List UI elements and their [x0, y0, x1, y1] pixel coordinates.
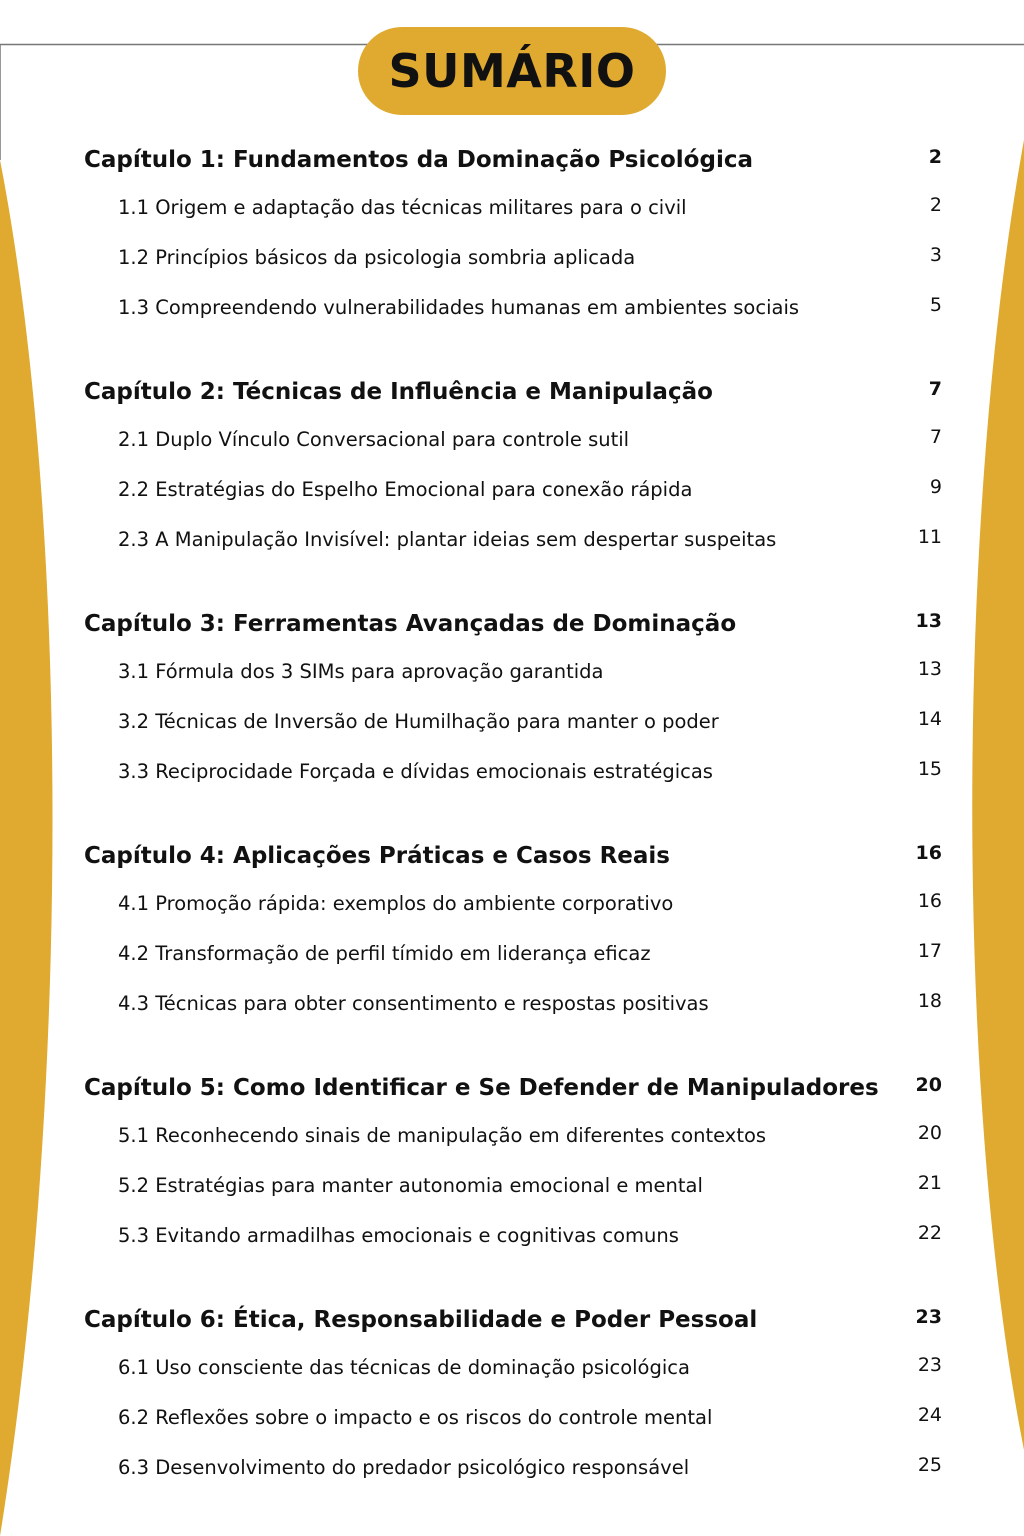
section-title: 1.1 Origem e adaptação das técnicas militares para o civil: [118, 196, 687, 219]
section-title: 5.2 Estratégias para manter autonomia emocional e mental: [118, 1174, 703, 1197]
page-title: SUMÁRIO: [358, 27, 666, 115]
section-page-number: 5: [929, 294, 942, 316]
section-page-number: 7: [929, 426, 942, 448]
chapter-title: Capítulo 3: Ferramentas Avançadas de Dominação: [84, 611, 737, 637]
chapter-heading-row[interactable]: [84, 1298, 944, 1346]
section-page-number: 17: [917, 940, 942, 962]
section-row[interactable]: [84, 236, 944, 286]
chapter-page-number: 16: [915, 842, 942, 864]
section-row[interactable]: [84, 750, 944, 800]
section-title: 5.3 Evitando armadilhas emocionais e cognitivas comuns: [118, 1224, 679, 1247]
table-of-contents: [84, 138, 944, 1496]
section-page-number: 24: [917, 1404, 942, 1426]
section-page-number: 16: [917, 890, 942, 912]
section-row[interactable]: [84, 982, 944, 1032]
chapter-page-number: 20: [915, 1074, 942, 1096]
section-title: 4.1 Promoção rápida: exemplos do ambiente corporativo: [118, 892, 674, 915]
section-row[interactable]: [84, 882, 944, 932]
section-row[interactable]: [84, 1114, 944, 1164]
section-row[interactable]: [84, 932, 944, 982]
chapter-2: [84, 370, 944, 568]
chapter-6: [84, 1298, 944, 1496]
section-page-number: 3: [929, 244, 942, 266]
chapter-1: [84, 138, 944, 336]
chapter-heading-row[interactable]: [84, 602, 944, 650]
section-title: 2.3 A Manipulação Invisível: plantar ideias sem despertar suspeitas: [118, 528, 777, 551]
section-row[interactable]: [84, 1346, 944, 1396]
section-page-number: 20: [917, 1122, 942, 1144]
chapter-title: Capítulo 4: Aplicações Práticas e Casos Reais: [84, 843, 670, 869]
right-gold-curve: [972, 140, 1024, 1450]
section-title: 3.1 Fórmula dos 3 SIMs para aprovação garantida: [118, 660, 604, 683]
section-row[interactable]: [84, 1396, 944, 1446]
section-row[interactable]: [84, 650, 944, 700]
section-title: 1.3 Compreendendo vulnerabilidades humanas em ambientes sociais: [118, 296, 800, 319]
section-page-number: 15: [917, 758, 942, 780]
chapter-title: Capítulo 1: Fundamentos da Dominação Psicológica: [84, 147, 753, 173]
chapter-heading-row[interactable]: [84, 138, 944, 186]
section-row[interactable]: [84, 1164, 944, 1214]
section-title: 3.2 Técnicas de Inversão de Humilhação para manter o poder: [118, 710, 719, 733]
left-gold-curve: [0, 160, 53, 1536]
section-row[interactable]: [84, 700, 944, 750]
chapter-title: Capítulo 2: Técnicas de Influência e Manipulação: [84, 379, 713, 405]
chapter-heading-row[interactable]: [84, 1066, 944, 1114]
section-page-number: 21: [917, 1172, 942, 1194]
section-page-number: 13: [917, 658, 942, 680]
section-row[interactable]: [84, 186, 944, 236]
chapter-title: Capítulo 5: Como Identificar e Se Defender de Manipuladores: [84, 1075, 879, 1101]
section-row[interactable]: [84, 468, 944, 518]
section-title: 6.3 Desenvolvimento do predador psicológico responsável: [118, 1456, 690, 1479]
chapter-page-number: 13: [915, 610, 942, 632]
section-page-number: 23: [917, 1354, 942, 1376]
section-title: 6.2 Reflexões sobre o impacto e os riscos do controle mental: [118, 1406, 713, 1429]
section-page-number: 18: [917, 990, 942, 1012]
section-title: 4.2 Transformação de perfil tímido em liderança eficaz: [118, 942, 651, 965]
section-row[interactable]: [84, 418, 944, 468]
chapter-heading-row[interactable]: [84, 834, 944, 882]
chapter-page-number: 7: [928, 378, 942, 400]
section-page-number: 22: [917, 1222, 942, 1244]
chapter-page-number: 2: [928, 146, 942, 168]
section-row[interactable]: [84, 1446, 944, 1496]
chapter-5: [84, 1066, 944, 1264]
chapter-3: [84, 602, 944, 800]
section-page-number: 9: [929, 476, 942, 498]
section-row[interactable]: [84, 518, 944, 568]
section-title: 4.3 Técnicas para obter consentimento e respostas positivas: [118, 992, 709, 1015]
section-page-number: 25: [917, 1454, 942, 1476]
chapter-title: Capítulo 6: Ética, Responsabilidade e Poder Pessoal: [84, 1307, 758, 1333]
section-title: 6.1 Uso consciente das técnicas de dominação psicológica: [118, 1356, 690, 1379]
section-title: 1.2 Princípios básicos da psicologia sombria aplicada: [118, 246, 636, 269]
section-title: 3.3 Reciprocidade Forçada e dívidas emocionais estratégicas: [118, 760, 713, 783]
section-title: 2.2 Estratégias do Espelho Emocional para conexão rápida: [118, 478, 693, 501]
chapter-heading-row[interactable]: [84, 370, 944, 418]
section-row[interactable]: [84, 286, 944, 336]
section-row[interactable]: [84, 1214, 944, 1264]
chapter-4: [84, 834, 944, 1032]
section-page-number: 14: [917, 708, 942, 730]
section-page-number: 2: [929, 194, 942, 216]
section-page-number: 11: [917, 526, 942, 548]
section-title: 2.1 Duplo Vínculo Conversacional para controle sutil: [118, 428, 630, 451]
section-title: 5.1 Reconhecendo sinais de manipulação em diferentes contextos: [118, 1124, 767, 1147]
chapter-page-number: 23: [915, 1306, 942, 1328]
